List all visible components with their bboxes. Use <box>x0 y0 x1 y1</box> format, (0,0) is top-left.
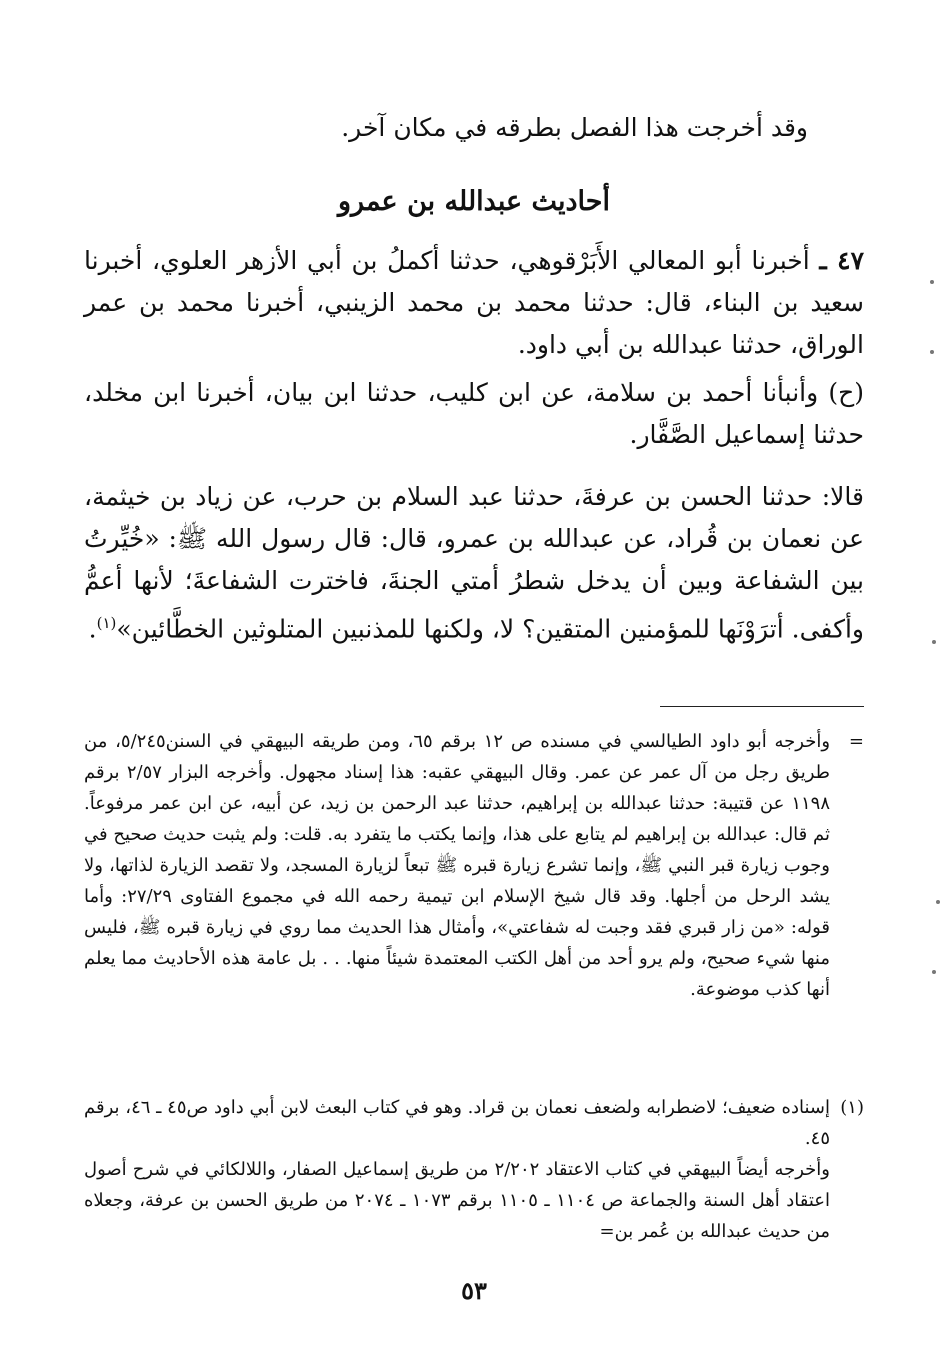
hadith-isnad-2: (ح) وأنبأنا أحمد بن سلامة، عن ابن كليب، حدثنا ابن بيان، أخبرنا ابن مخلد، حدثنا إسماعيل الصَّفَّار. <box>84 378 864 449</box>
footnote-1-body <box>84 1092 830 1247</box>
margin-mark <box>936 900 940 904</box>
hadith-isnad-1 <box>84 240 864 366</box>
footnote-continuation <box>84 726 864 1005</box>
footnote-1-mark: (١) <box>840 1097 864 1118</box>
footnote-divider <box>660 706 864 707</box>
footnote-1-text-2: وأخرجه أيضاً البيهقي في كتاب الاعتقاد ٢/٢٠٢ من طريق إسماعيل الصفار، واللالكائي في شرح أصول اعتقاد أهل السنة والجماعة ص ١١٠٤ ـ ١١٠٥ برقم ١٠٧٣ ـ ٢٠٧٤ من طريق الحسن بن عرفة، وجعلاه من حديث عبدالله بن عُمر بن= <box>84 1159 831 1242</box>
footnote-1 <box>84 1092 864 1247</box>
margin-mark <box>930 280 934 284</box>
margin-mark <box>930 350 934 354</box>
hadith-number: ٤٧ ـ <box>819 246 864 275</box>
margin-mark <box>932 640 936 644</box>
footnote-continuation-text: وأخرجه أبو داود الطيالسي في مسنده ص ١٢ برقم ٦٥، ومن طريقه البيهقي في السنن٥/٢٤٥، من طريق رجل من آل عمر عن عمر. وقال البيهقي عقبه: هذا إسناد مجهول. وأخرجه البزار ٢/٥٧ برقم ١١٩٨ عن قتيبة: حدثنا عبدالله بن إبراهيم، حدثنا عبد الرحمن بن زيد، عن أبيه، عن ابن عمر مرفوعاً. ثم قال: عبدالله بن إبراهيم لم يتابع على هذا، وإنما يكتب ما يتفرد به. قلت: ولم يثبت حديث صحيح في وجوب زيارة قبر النبي ﷺ، وإنما تشرع زيارة قبره ﷺ تبعاً لزيارة المسجد، ولا تقصد الزيارة لذاتها، ولا يشد الرحل من أجلها. وقد قال شيخ الإسلام ابن تيمية رحمه الله في مجموع الفتاوى ٢٧/٢٩: وأما قوله: «من زار قبري فقد وجبت له شفاعتي»، وأمثال هذا الحديث مما روي في زيارة قبره ﷺ، فليس منها شيء صحيح، ولم يرو أحد من أهل الكتب المعتمدة شيئاً منها. . . بل عامة هذه الأحاديث مما يعلم أنها كذب موضوعة. <box>84 731 831 1000</box>
footnote-ref: (١) <box>96 614 117 632</box>
footnote-1-text: إسناده ضعيف؛ لاضطرابه ولضعف نعمان بن قراد. وهو في كتاب البعث لابن أبي داود ص٤٥ ـ ٤٦، برقم ٤٥. <box>84 1097 830 1149</box>
section-heading: أحاديث عبدالله بن عمرو <box>338 186 610 217</box>
matn-text: قالا: حدثنا الحسن بن عرفةَ، حدثنا عبد السلام بن حرب، عن زياد بن خيثمة، عن نعمان بن قُراد، عن عبدالله بن عمرو، قال: قال رسول الله ﷺ: «خُيِّرتُ بين الشفاعة وبين أن يدخل شطرُ أمتي الجنةَ، فاخترت الشفاعةَ؛ لأنها أعمُّ وأكفى. أترَوْنَها للمؤمنين المتقين؟ لا، ولكنها للمذنبين المتلوثين الخطَّائين» <box>84 482 864 644</box>
footnote-continuation-mark: = <box>848 731 864 752</box>
matn-end-mark: . <box>88 614 97 644</box>
opening-line: وقد أخرجت هذا الفصل بطرقه في مكان آخر. <box>341 113 808 142</box>
page-number: ٥٣ <box>461 1276 487 1305</box>
hadith-matn <box>84 476 864 650</box>
margin-mark <box>932 970 936 974</box>
isnad-1-text: أخبرنا أبو المعالي الأَبَرْقوهي، حدثنا أكملُ بن أبي الأزهر العلوي، أخبرنا سعيد بن البناء، قال: حدثنا محمد بن محمد الزينبي، أخبرنا محمد بن عمر الوراق، حدثنا عبدالله بن أبي داود. <box>84 246 864 359</box>
